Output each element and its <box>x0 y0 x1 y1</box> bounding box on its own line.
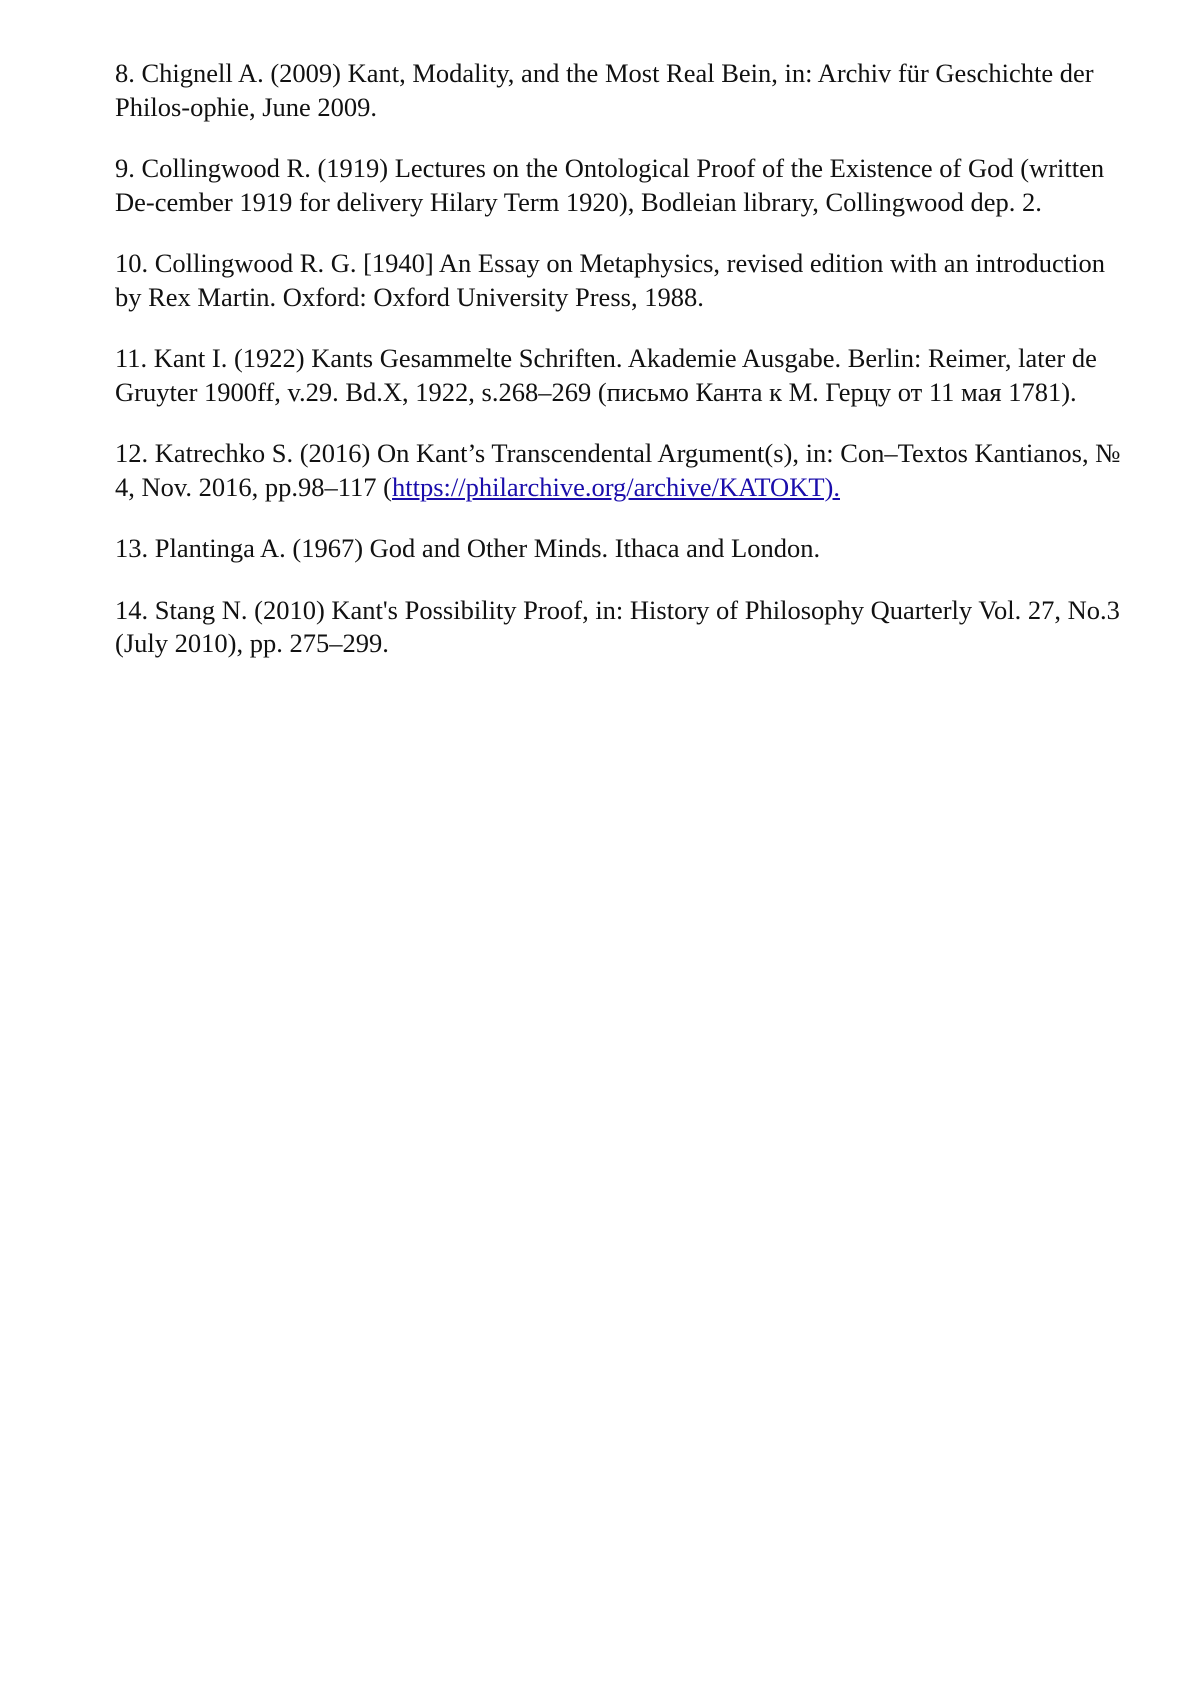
reference-text: 14. Stang N. (2010) Kant's Possibility Proof, in: History of Philosophy Quarterly Vol. 27, No.3 (July 2010), pp. 275–299. <box>115 594 1120 658</box>
reference-item-13 <box>115 532 1125 566</box>
reference-text: 8. Chignell A. (2009) Kant, Modality, and the Most Real Bein, in: Archiv für Geschichte der Philos-ophie, June 2009. <box>115 58 1094 122</box>
reference-item-12 <box>115 437 1125 504</box>
reference-text: 13. Plantinga A. (1967) God and Other Minds. Ithaca and London. <box>115 533 821 563</box>
philarchive-link[interactable]: https://philarchive.org/archive/KATOKT). <box>392 471 840 502</box>
reference-item-9 <box>115 152 1125 219</box>
reference-item-10 <box>115 247 1125 314</box>
reference-item-8 <box>115 57 1125 124</box>
reference-list <box>115 57 1125 689</box>
reference-text: 12. Katrechko S. (2016) On Kant’s Transcendental Argument(s), in: Con–Textos Kantianos, № 4, Nov. 2016, pp.98–117 ( <box>115 438 1121 502</box>
reference-text: 11. Kant I. (1922) Kants Gesammelte Schriften. Akademie Ausgabe. Berlin: Reimer, later de Gruyter 1900ff, v.29. Bd.X, 1922, s.268–269 (письмо Канта к М. Герцу от 11 мая 1781). <box>115 343 1097 407</box>
reference-text: 9. Collingwood R. (1919) Lectures on the Ontological Proof of the Existence of God (written De-cember 1919 for delivery Hilary Term 1920), Bodleian library, Collingwood dep. 2. <box>115 153 1105 217</box>
reference-item-11 <box>115 342 1125 409</box>
reference-text: 10. Collingwood R. G. [1940] An Essay on Metaphysics, revised edition with an introduction by Rex Martin. Oxford: Oxford University Press, 1988. <box>115 248 1105 312</box>
reference-item-14 <box>115 594 1125 661</box>
